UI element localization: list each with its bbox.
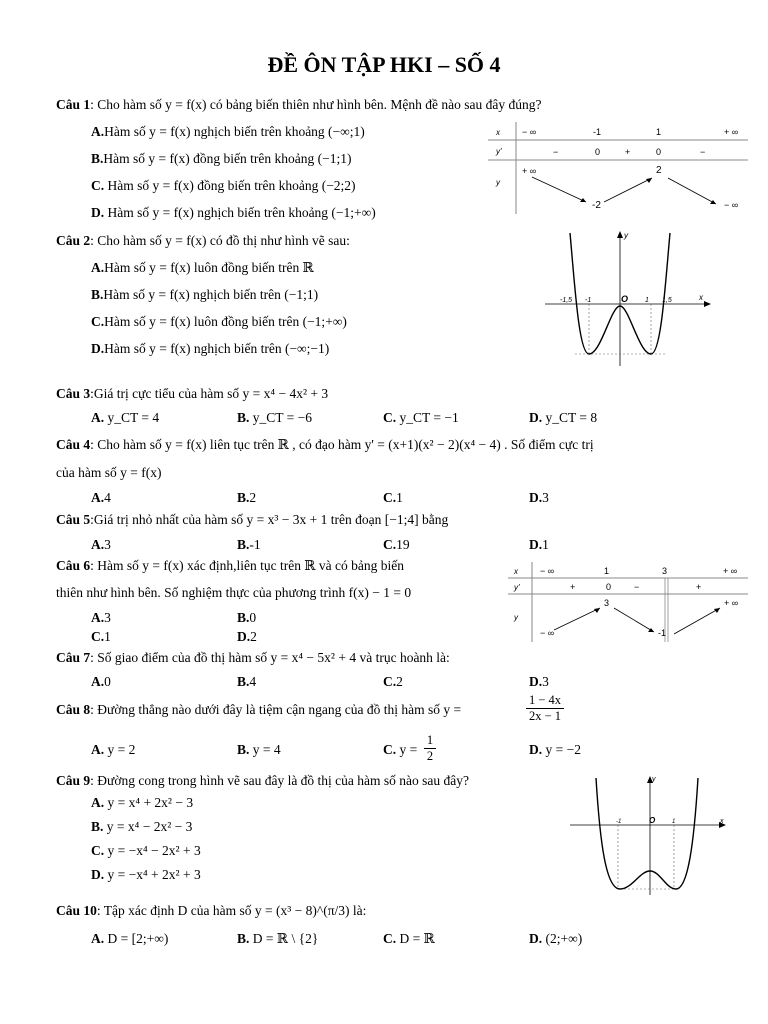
option-letter: D. [529,537,543,552]
option-letter: A. [91,931,105,946]
question-6-continued: thiên như hình bên. Số nghiệm thực của phương trình f(x) − 1 = 0 [56,585,412,600]
q1-option-b[interactable] [91,151,351,167]
question-text: : Số giao điểm của đồ thị hàm số y = x⁴ − 5x² + 4 và trục hoành là: [90,650,450,665]
question-label: Câu 3 [56,386,91,401]
arrow-up [604,178,652,202]
option-text: D = ℝ [396,931,435,946]
option-letter: A. [91,795,105,810]
q1-option-a[interactable] [91,124,365,140]
q10-option-a[interactable] [91,931,168,947]
y-value: − ∞ [724,200,739,210]
x-value: − ∞ [522,127,537,137]
question-1 [56,97,541,113]
option-text: y_CT = −1 [396,410,459,425]
option-text: y = −x⁴ + 2x² + 3 [104,867,201,882]
sign-value: + [696,582,702,592]
q8-option-c[interactable] [383,742,417,758]
q6-option-a[interactable] [91,610,111,626]
q2-option-d[interactable] [91,341,329,357]
y-value: 2 [656,165,662,176]
sign-value: 0 [656,147,662,157]
option-letter: C. [91,178,105,193]
q7-option-d[interactable] [529,674,549,690]
y-axis-label: y [624,231,628,240]
option-text: y = 2 [104,742,136,757]
option-text: 3 [542,490,549,505]
question-label: Câu 5 [56,512,91,527]
option-letter: A. [91,537,105,552]
q2-option-c[interactable] [91,314,347,330]
q9-option-c[interactable] [91,843,201,859]
question-text: : Cho hàm số y = f(x) có bảng biến thiên như hình bên. Mệnh đề nào sau đây đúng? [90,97,542,112]
question-2 [56,233,350,249]
y-value: + ∞ [724,598,739,608]
row-label-x: x [514,567,518,576]
question-text: :Giá trị nhỏ nhất của hàm số y = x³ − 3x + 1 trên đoạn [−1;4] bằng [90,512,449,527]
option-text: y = x⁴ + 2x² − 3 [104,795,194,810]
option-text: y = −2 [542,742,581,757]
y-value: − ∞ [540,628,555,638]
option-letter: A. [91,490,105,505]
option-letter: D. [91,867,105,882]
option-letter: C. [383,490,397,505]
y-value: + ∞ [522,166,537,176]
fraction-denominator: 2x − 1 [528,709,562,723]
option-letter: D. [91,205,105,220]
q7-option-c[interactable] [383,674,403,690]
arrow-up [554,608,600,630]
option-letter: C. [383,537,397,552]
q5-option-c[interactable] [383,537,410,553]
option-text: Hàm số y = f(x) nghịch biến trên (−∞;−1) [104,341,330,356]
option-text: Hàm số y = f(x) nghịch biến trên khoảng (−∞;1) [104,124,365,139]
question-text: : Đường thẳng nào dưới đây là tiệm cận ngang của đồ thị hàm số y = [90,702,462,717]
option-letter: C. [91,314,105,329]
option-text: 0 [249,610,257,625]
option-letter: B. [237,410,250,425]
question-label: Câu 10 [56,903,97,918]
y-axis-label: y [652,776,656,783]
option-letter: A. [91,260,105,275]
q7-option-b[interactable] [237,674,256,690]
q9-option-b[interactable] [91,819,192,835]
option-text: Hàm số y = f(x) luôn đồng biến trên (−1;+∞) [104,314,347,329]
question-6 [56,558,404,574]
option-letter: A. [91,610,105,625]
q5-option-a[interactable] [91,537,111,553]
q3-option-d[interactable] [529,410,597,426]
q6-option-c[interactable] [91,629,111,645]
variation-table-1 [488,122,748,214]
q7-option-a[interactable] [91,674,111,690]
sign-value: − [700,147,706,157]
question-text: : Tập xác định D của hàm số y = (x³ − 8)^(π/3) là: [96,903,367,918]
option-text: D = ℝ \ {2} [249,931,319,946]
option-text: 2 [396,674,403,689]
question-label: Câu 7 [56,650,91,665]
row-label-y: y [496,178,500,187]
option-text: y = −x⁴ − 2x² + 3 [104,843,201,858]
origin-label: O [649,816,656,825]
row-label-yprime: y' [514,583,520,592]
question-4-continued: của hàm số y = f(x) [56,465,162,480]
question-label: Câu 8 [56,702,91,717]
option-text: 4 [249,674,257,689]
option-letter: A. [91,410,105,425]
sign-value: 0 [595,147,601,157]
x-value: − ∞ [540,566,555,576]
option-letter: D. [91,341,105,356]
option-text: 2 [249,490,257,505]
option-letter: D. [529,674,543,689]
arrow-down [532,177,586,202]
option-text: 19 [396,537,410,552]
tick-label: -1 [616,819,622,825]
x-axis-label: x [720,818,724,825]
q8-option-c-fraction [424,733,436,764]
sign-value: − [553,147,559,157]
q6-option-b[interactable] [237,610,256,626]
option-letter: A. [91,674,105,689]
question-text: : Cho hàm số y = f(x) liên tục trên ℝ , có đạo hàm y' = (x+1)(x² − 2)(x⁴ − 4) . Số điểm cực trị [90,437,594,452]
tick-label: 1,5 [662,297,672,304]
option-letter: B. [237,610,250,625]
option-text: 1 [396,490,403,505]
option-letter: B. [91,287,104,302]
option-text: Hàm số y = f(x) luôn đồng biến trên ℝ [104,260,314,275]
option-text: y = [396,742,418,757]
option-letter: C. [383,742,397,757]
sign-value: + [625,147,631,157]
q8-option-d[interactable] [529,742,581,758]
sign-value: + [570,582,576,592]
option-letter: C. [383,674,397,689]
sign-value: − [634,582,640,592]
arrow-down [668,178,716,204]
x-value: 1 [656,127,662,137]
question-text: : Đường cong trong hình vẽ sau đây là đồ thị của hàm số nào sau đây? [90,773,470,788]
arrow-up [674,608,720,634]
q3-option-b[interactable] [237,410,312,426]
question-text: : Hàm số y = f(x) xác định,liên tục trên ℝ và có bảng biến [90,558,405,573]
option-letter: B. [237,931,250,946]
fraction-denominator: 2 [426,749,434,763]
q8-fraction [526,693,564,724]
option-text: Hàm số y = f(x) đồng biến trên khoảng (−1;1) [103,151,352,166]
row-label-yprime: y' [496,147,502,156]
option-text: 1 [104,629,111,644]
q4-option-b[interactable] [237,490,256,506]
option-text: y_CT = 8 [542,410,598,425]
function-graph-2 [570,773,730,898]
page-title: ĐỀ ÔN TẬP HKI – SỐ 4 [267,52,501,77]
x-axis-label: x [699,293,703,302]
option-letter: B. [237,537,250,552]
q1-option-d[interactable] [91,205,376,221]
option-text: 3 [104,537,111,552]
question-5 [56,512,448,528]
q9-option-d[interactable] [91,867,201,883]
question-10 [56,903,366,919]
option-text: -1 [249,537,261,552]
option-text: 1 [542,537,549,552]
option-letter: D. [529,410,543,425]
tick-label: 1 [645,297,649,304]
x-value: + ∞ [724,127,739,137]
q3-option-c[interactable] [383,410,459,426]
option-letter: B. [91,151,104,166]
option-letter: C. [383,410,397,425]
question-text: : Cho hàm số y = f(x) có đồ thị như hình vẽ sau: [90,233,350,248]
q10-option-b[interactable] [237,931,318,947]
q1-option-c[interactable] [91,178,356,194]
option-text: 0 [104,674,111,689]
option-text: 4 [104,490,111,505]
question-label: Câu 1 [56,97,91,112]
option-text: y_CT = 4 [104,410,160,425]
row-label-x: x [496,128,500,137]
question-9 [56,773,469,789]
q8-option-b[interactable] [237,742,281,758]
y-value: 3 [604,598,610,608]
option-text: (2;+∞) [542,931,583,946]
option-text: y = 4 [249,742,281,757]
variation-table-2 [508,562,748,642]
option-text: 3 [542,674,549,689]
tick-label: -1,5 [560,297,573,304]
function-graph-1 [545,228,715,368]
tick-label: -1 [585,297,592,304]
question-label: Câu 9 [56,773,91,788]
option-letter: A. [91,742,105,757]
q4-option-c[interactable] [383,490,403,506]
option-letter: A. [91,124,105,139]
q6-option-d[interactable] [237,629,257,645]
question-label: Câu 6 [56,558,91,573]
option-text: Hàm số y = f(x) nghịch biến trên (−1;1) [103,287,319,302]
option-text: y = x⁴ − 2x² − 3 [103,819,193,834]
option-letter: D. [529,742,543,757]
q2-option-a[interactable] [91,260,314,276]
fraction-numerator: 1 [424,733,436,749]
question-8 [56,702,461,718]
x-value: -1 [593,127,602,137]
option-letter: B. [91,819,104,834]
option-letter: B. [237,490,250,505]
x-value: + ∞ [723,566,738,576]
question-label: Câu 2 [56,233,91,248]
y-value: -1 [658,628,667,638]
question-label: Câu 4 [56,437,91,452]
option-text: Hàm số y = f(x) đồng biến trên khoảng (−2;2) [104,178,356,193]
q4-option-d[interactable] [529,490,549,506]
option-letter: D. [529,490,543,505]
option-text: D = [2;+∞) [104,931,169,946]
q9-option-a[interactable] [91,795,193,811]
q10-option-c[interactable] [383,931,435,947]
q2-option-b[interactable] [91,287,318,303]
option-letter: B. [237,742,250,757]
option-letter: D. [237,629,251,644]
option-letter: C. [383,931,397,946]
question-3 [56,386,328,402]
question-4 [56,437,594,453]
option-letter: D. [529,931,543,946]
tick-label: 1 [672,819,676,825]
q4-option-a[interactable] [91,490,111,506]
q5-option-b[interactable] [237,537,261,553]
row-label-y: y [514,613,518,622]
x-value: 1 [604,566,610,576]
q10-option-d[interactable] [529,931,582,947]
question-7 [56,650,450,666]
curve [596,778,698,889]
option-text: Hàm số y = f(x) nghịch biến trên khoảng (−1;+∞) [104,205,376,220]
x-value: 3 [662,566,668,576]
q3-option-a[interactable] [91,410,159,426]
option-letter: C. [91,843,105,858]
origin-label: O [621,294,629,304]
q8-option-a[interactable] [91,742,135,758]
option-text: y_CT = −6 [249,410,312,425]
option-text: 2 [250,629,257,644]
option-letter: B. [237,674,250,689]
y-value: -2 [592,200,601,211]
option-letter: C. [91,629,105,644]
option-text: 3 [104,610,111,625]
fraction-numerator: 1 − 4x [526,693,564,709]
sign-value: 0 [606,582,612,592]
question-text: :Giá trị cực tiểu của hàm số y = x⁴ − 4x² + 3 [90,386,329,401]
q5-option-d[interactable] [529,537,549,553]
arrow-down [614,608,654,632]
